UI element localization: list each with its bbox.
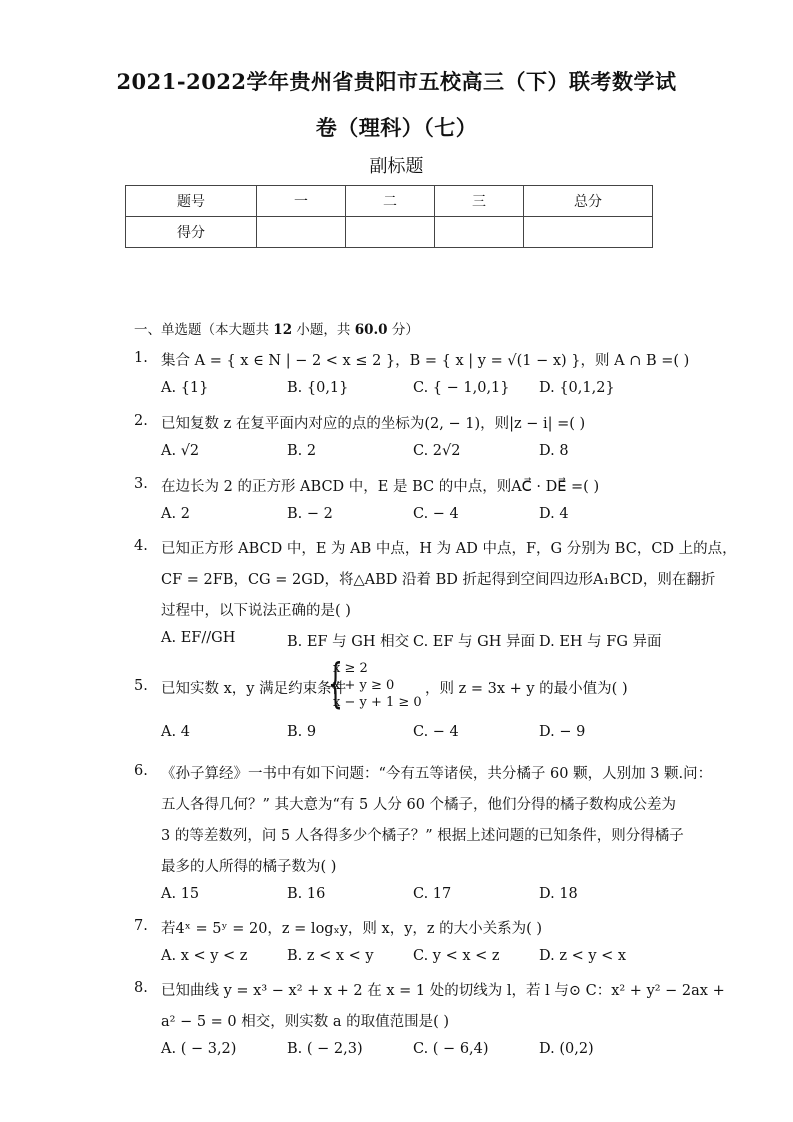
option-c[interactable]: C. − 4 <box>413 506 459 522</box>
option-c[interactable]: C. − 4 <box>413 724 459 740</box>
question-text: 五人各得几何？” 其大意为“有 5 人分 60 个橘子，他们分得的橘子数构成公差为 <box>161 797 677 813</box>
subtitle: 副标题 <box>369 156 424 177</box>
question-text: a² − 5 = 0 相交，则实数 a 的取值范围是( ) <box>161 1014 450 1030</box>
option-a[interactable]: A. 4 <box>161 724 190 740</box>
question-text: 已知曲线 y = x³ − x² + x + 2 在 x = 1 处的切线为 l，若 l 与⊙ C：x² + y² − 2ax + <box>161 983 725 999</box>
option-d[interactable]: D. (0,2) <box>539 1041 594 1057</box>
section-heading <box>134 318 419 338</box>
question-text: 已知正方形 ABCD 中，E 为 AB 中点，H 为 AD 中点，F，G 分别为 BC，CD 上的点， <box>161 541 737 557</box>
brace-symbol: { <box>328 654 343 714</box>
option-a[interactable]: A. EF//GH <box>161 630 236 646</box>
option-c[interactable]: C. 2√2 <box>413 443 461 459</box>
option-d[interactable]: D. {0,1,2} <box>539 380 615 396</box>
question-text: 若4ˣ = 5ʸ = 20，z = logₓy，则 x，y，z 的大小关系为( ) <box>161 921 543 937</box>
question-text: 最多的人所得的橘子数为( ) <box>161 859 337 875</box>
question-text: 集合 A = { x ∈ N | − 2 < x ≤ 2 }，B = { x | y = √(1 − x) }，则 A ∩ B =( ) <box>161 353 690 369</box>
question-text: 已知复数 z 在复平面内对应的点的坐标为(2, − 1)，则|z − i| =( ) <box>161 416 586 432</box>
score-table <box>125 185 653 248</box>
score-input-cell[interactable] <box>257 217 346 248</box>
score-table-header-row <box>126 186 653 217</box>
page-title-line2: 卷（理科）（七） <box>315 115 478 140</box>
question-options <box>161 724 661 746</box>
option-a[interactable]: A. {1} <box>161 380 209 396</box>
question-number: 7. <box>134 918 148 934</box>
question-options <box>161 380 661 402</box>
question-number: 5. <box>134 678 148 694</box>
constraint-system <box>333 660 422 711</box>
option-a[interactable]: A. ( − 3,2) <box>161 1041 237 1057</box>
score-input-cell[interactable] <box>435 217 524 248</box>
option-c[interactable]: C. 17 <box>413 886 452 902</box>
section-points: 60.0 <box>354 322 388 338</box>
option-b[interactable]: B. − 2 <box>287 506 333 522</box>
section-end: 分） <box>391 322 419 338</box>
option-b[interactable]: B. 9 <box>287 724 317 740</box>
option-d[interactable]: D. z < y < x <box>539 948 627 964</box>
question-text: 已知实数 x，y 满足约束条件 <box>161 681 347 697</box>
question-number: 2. <box>134 413 148 429</box>
section-label: 一、单选题（本大题共 <box>134 322 269 338</box>
score-table-cell: 题号 <box>126 186 257 217</box>
option-b[interactable]: B. z < x < y <box>287 948 374 964</box>
option-c[interactable]: C. { − 1,0,1} <box>413 380 510 396</box>
question-options <box>161 1041 661 1063</box>
option-a[interactable]: A. √2 <box>161 443 200 459</box>
question-text: 《孙子算经》一书中有如下问题：“今有五等诸侯，共分橘子 60 颗，人别加 3 颗.问： <box>161 766 713 782</box>
option-c[interactable]: C. EF 与 GH 异面 <box>413 634 535 650</box>
option-a[interactable]: A. 15 <box>161 886 200 902</box>
question-options <box>161 630 661 652</box>
page-title-line1: 2021-2022学年贵州省贵阳市五校高三（下）联考数学试 <box>116 69 677 94</box>
constraint-line: x − y + 1 ≥ 0 <box>333 695 422 710</box>
section-count: 12 <box>273 322 293 338</box>
option-d[interactable]: D. 4 <box>539 506 569 522</box>
option-b[interactable]: B. 16 <box>287 886 326 902</box>
option-c[interactable]: C. y < x < z <box>413 948 500 964</box>
question-options <box>161 948 661 970</box>
option-c[interactable]: C. ( − 6,4) <box>413 1041 489 1057</box>
question-number: 1. <box>134 350 148 366</box>
option-d[interactable]: D. − 9 <box>539 724 586 740</box>
option-b[interactable]: B. {0,1} <box>287 380 349 396</box>
option-d[interactable]: D. 18 <box>539 886 578 902</box>
option-a[interactable]: A. x < y < z <box>161 948 248 964</box>
score-table-cell: 三 <box>435 186 524 217</box>
constraint-line: x ≥ 2 <box>333 661 368 676</box>
question-text: ，则 z = 3x + y 的最小值为( ) <box>425 681 628 697</box>
section-mid: 小题，共 <box>296 322 351 338</box>
question-options <box>161 506 661 528</box>
question-text: 在边长为 2 的正方形 ABCD 中，E 是 BC 的中点，则AC⃗ · DE⃗ =( ) <box>161 479 600 495</box>
option-a[interactable]: A. 2 <box>161 506 190 522</box>
score-table-cell: 总分 <box>524 186 653 217</box>
question-number: 6. <box>134 763 148 779</box>
question-text: CF = 2FB，CG = 2GD，将△ABD 沿着 BD 折起得到空间四边形A₁BCD，则在翻折 <box>161 572 716 588</box>
question-options <box>161 886 661 908</box>
option-d[interactable]: D. 8 <box>539 443 569 459</box>
score-table-score-row <box>126 217 653 248</box>
question-number: 8. <box>134 980 148 996</box>
score-table-cell: 二 <box>346 186 435 217</box>
question-text: 过程中，以下说法正确的是( ) <box>161 603 351 619</box>
option-b[interactable]: B. 2 <box>287 443 317 459</box>
option-b[interactable]: B. EF 与 GH 相交 <box>287 634 410 650</box>
question-number: 3. <box>134 476 148 492</box>
question-number: 4. <box>134 538 148 554</box>
score-table-cell: 一 <box>257 186 346 217</box>
option-d[interactable]: D. EH 与 FG 异面 <box>539 634 662 650</box>
question-options <box>161 443 661 465</box>
option-b[interactable]: B. ( − 2,3) <box>287 1041 363 1057</box>
score-input-cell[interactable] <box>524 217 653 248</box>
score-input-cell[interactable] <box>346 217 435 248</box>
question-text: 3 的等差数列，问 5 人各得多少个橘子？” 根据上述问题的已知条件，则分得橘子 <box>161 828 684 844</box>
score-table-cell: 得分 <box>126 217 257 248</box>
constraint-line: x + y ≥ 0 <box>333 678 395 693</box>
